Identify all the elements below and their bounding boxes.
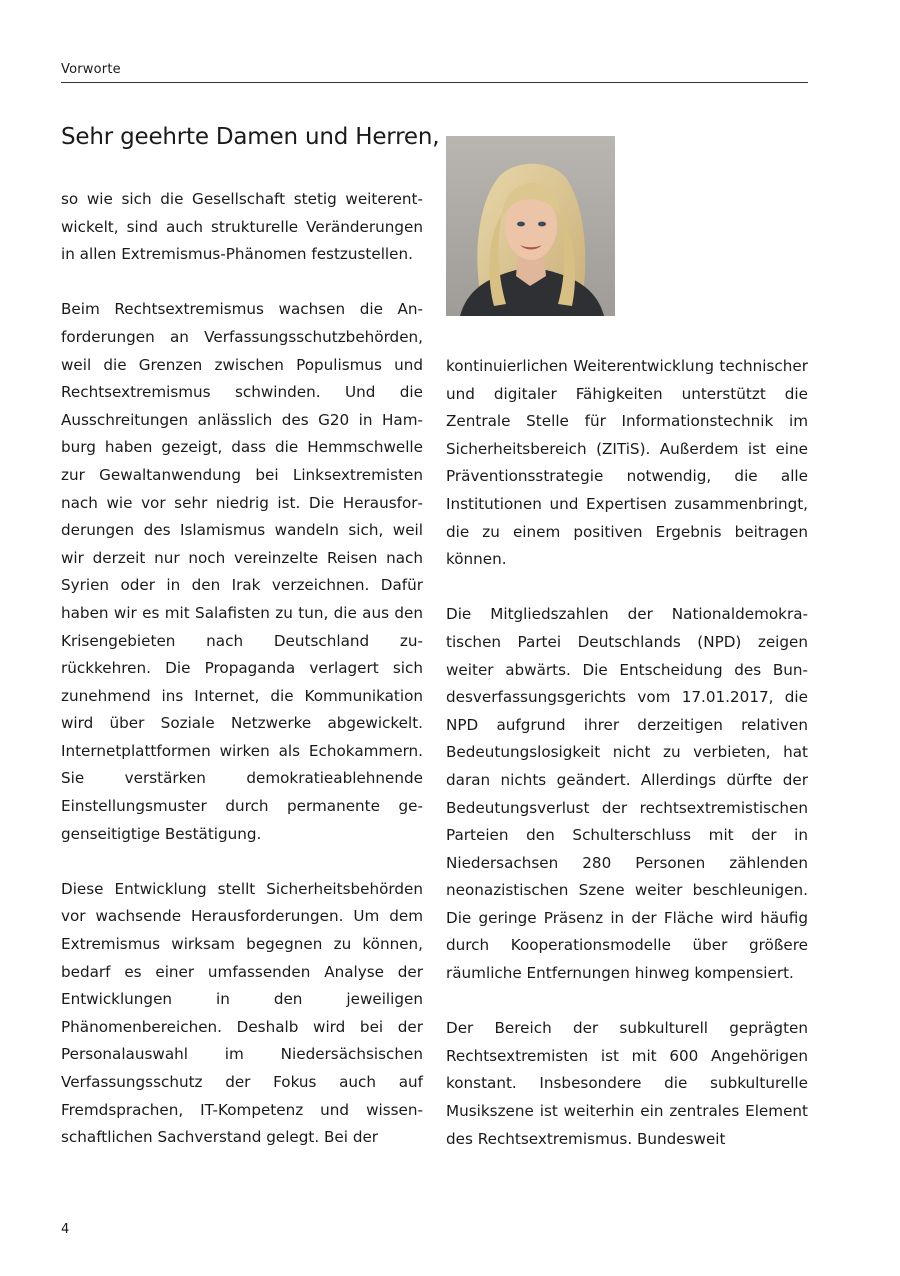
left-column [61, 186, 423, 1152]
paragraph: Beim Rechtsextremismus wachsen die Anforderungen an Verfassungsschutzbehörden, weil die Grenzen zwischen Populismus und Rechtsextremismus schwinden. Und die Ausschreitungen anlässlich des G20 in Hamburg haben gezeigt, dass die Hemmschwelle zur Gewaltanwendung bei Linksextremisten nach wie vor sehr niedrig ist. Die Herausforderungen des Islamismus wandeln sich, weil wir derzeit nur noch vereinzelte Reisen nach Syrien oder in den Irak verzeichnen. Dafür haben wir es mit Salafisten zu tun, die aus den Krisengebieten nach Deutschland zurückkehren. Die Propaganda verlagert sich zunehmend ins Internet, die Kommunikation wird über Soziale Netzwerke abgewickelt. Internetplattformen wirken als Echokammern. Sie verstärken demokratieablehnende Einstellungsmuster durch permanente gegenseitigtige Bestätigung. [61, 300, 423, 843]
right-column [446, 353, 808, 1153]
paragraph: kontinuierlichen Weiterentwicklung technischer und digitaler Fähigkeiten unterstützt die Zentrale Stelle für Informationstechnik im Sicherheitsbereich (ZITiS). Außerdem ist eine Präventionsstrategie notwendig, die alle Institutionen und Expertisen zusammenbringt, die zu einem positiven Ergebnis beitragen können. [446, 357, 808, 569]
paragraph: so wie sich die Gesellschaft stetig weiterentwickelt, sind auch strukturelle Veränderungen in allen Extremismus-Phänomen festzustellen. [61, 190, 423, 264]
running-header [61, 58, 808, 83]
portrait-photo [446, 136, 615, 316]
paragraph: Diese Entwicklung stellt Sicherheitsbehörden vor wachsende Herausforderungen. Um dem Extremismus wirksam begegnen zu können, bedarf es einer umfassenden Analyse der Entwicklungen in den jeweiligen Phänomenbereichen. Deshalb wird bei der Personalauswahl im Niedersächsischen Verfassungsschutz der Fokus auch auf Fremdsprachen, IT-Kompetenz und wissenschaftlichen Sachverstand gelegt. Bei der [61, 879, 423, 1147]
paragraph: Die Mitgliedszahlen der Nationaldemokratischen Partei Deutschlands (NPD) zeigen weiter abwärts. Die Entscheidung des Bundesverfassungsgerichts vom 17.01.2017, die NPD aufgrund ihrer derzeitigen relativen Bedeutungslosigkeit nicht zu verbieten, hat daran nichts geändert. Allerdings dürfte der Bedeutungsverlust der rechtsextremistischen Parteien den Schulterschluss mit der in Niedersachsen 280 Personen zählenden neonazistischen Szene weiter beschleunigen. Die geringe Präsenz in der Fläche wird häufig durch Kooperationsmodelle über größere räumliche Entfernungen hinweg kompensiert. [446, 605, 808, 983]
section-title: Vorworte [61, 62, 121, 77]
page-number: 4 [61, 1222, 70, 1237]
paragraph: Der Bereich der subkulturell geprägten Rechtsextremisten ist mit 600 Angehörigen konstant. Insbesondere die subkulturelle Musikszene ist weiterhin ein zentrales Element des Rechtsextremismus. Bundesweit [446, 1019, 808, 1148]
greeting-heading: Sehr geehrte Damen und Herren, [61, 124, 440, 150]
